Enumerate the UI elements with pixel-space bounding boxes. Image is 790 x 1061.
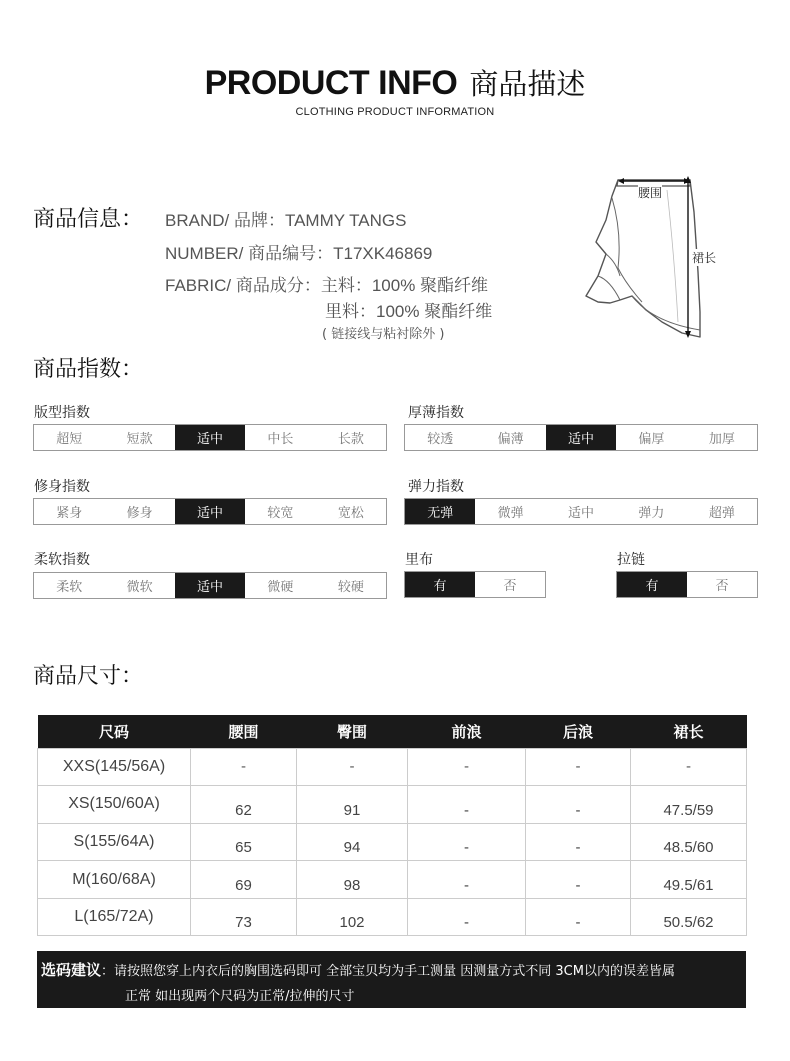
waist-cell: 69 xyxy=(191,861,297,899)
waist-cell: 73 xyxy=(191,898,297,936)
title-cn: 商品描述 xyxy=(469,67,586,101)
fit-index-bar xyxy=(33,424,387,451)
elastic-index-bar xyxy=(404,498,758,525)
zipper-index-title: 拉链 xyxy=(617,552,645,568)
lining-option-selected: 有 xyxy=(405,572,475,597)
length-label: 裙长 xyxy=(692,251,717,265)
elastic-option: 弹力 xyxy=(638,506,665,521)
thickness-option: 较透 xyxy=(427,432,454,447)
length-cell: 48.5/60 xyxy=(631,823,747,861)
back-rise-cell: - xyxy=(526,748,631,786)
thickness-option: 加厚 xyxy=(708,432,735,447)
elastic-option: 超弹 xyxy=(708,506,735,521)
fit-option: 超短 xyxy=(56,432,83,447)
lining-index-title: 里布 xyxy=(405,552,433,568)
hip-cell: - xyxy=(297,748,408,786)
thickness-option: 偏薄 xyxy=(497,432,524,447)
number-line: NUMBER/ 商品编号：T17XK46869 xyxy=(165,244,433,263)
slim-option-selected: 适中 xyxy=(175,499,245,524)
soft-option: 较硬 xyxy=(337,580,364,595)
soft-option: 微硬 xyxy=(267,580,294,595)
fabric-note: ( 链接线与粘衬除外 ) xyxy=(322,327,445,342)
length-cell: 50.5/62 xyxy=(631,898,747,936)
lining-line: 里料：100% 聚酯纤维 xyxy=(325,302,493,321)
size-section-label: 商品尺寸： xyxy=(33,664,144,689)
hip-cell: 98 xyxy=(297,861,408,899)
fit-option: 中长 xyxy=(267,432,294,447)
size-table-header xyxy=(38,715,747,748)
waist-cell: - xyxy=(191,748,297,786)
front-rise-cell: - xyxy=(408,748,526,786)
soft-index-title: 柔软指数 xyxy=(34,552,90,568)
zipper-option: 否 xyxy=(715,579,729,594)
slim-option: 宽松 xyxy=(337,506,364,521)
elastic-option-selected: 无弹 xyxy=(405,499,475,524)
soft-index-bar xyxy=(33,572,387,599)
table-row xyxy=(38,786,747,824)
elastic-option: 适中 xyxy=(568,506,595,521)
skirt-diagram xyxy=(582,172,727,344)
fit-index-title: 版型指数 xyxy=(34,405,90,421)
size-tip-text2: 正常 如出现两个尺码为正常/拉伸的尺寸 xyxy=(125,989,355,1004)
slim-index-bar xyxy=(33,498,387,525)
fit-option: 长款 xyxy=(337,432,364,447)
title-en: PRODUCT INFO xyxy=(204,64,458,102)
length-cell: - xyxy=(631,748,747,786)
elastic-option: 微弹 xyxy=(497,506,524,521)
thickness-option-selected: 适中 xyxy=(546,425,616,450)
thickness-index-bar xyxy=(404,424,758,451)
info-section-label: 商品信息： xyxy=(33,207,144,232)
fit-option: 短款 xyxy=(126,432,153,447)
soft-option: 柔软 xyxy=(56,580,83,595)
page-title xyxy=(0,62,790,103)
size-cell: XS(150/60A) xyxy=(38,786,191,824)
lining-option: 否 xyxy=(503,579,517,594)
header-size: 尺码 xyxy=(38,715,191,748)
hip-cell: 94 xyxy=(297,823,408,861)
size-tip-label: 选码建议 xyxy=(41,961,102,979)
fabric-line: FABRIC/ 商品成分：主料：100% 聚酯纤维 xyxy=(165,276,489,295)
table-row xyxy=(38,898,747,936)
size-tip-text1: ：请按照您穿上内衣后的胸围选码即可 全部宝贝均为手工测量 因测量方式不同 3CM以内的误差皆属 xyxy=(101,964,675,979)
size-tip-line1 xyxy=(41,959,675,980)
header-front-rise: 前浪 xyxy=(408,715,526,748)
length-cell: 47.5/59 xyxy=(631,786,747,824)
slim-option: 紧身 xyxy=(56,506,83,521)
size-tip-box xyxy=(37,951,746,1008)
slim-option: 较宽 xyxy=(267,506,294,521)
length-cell: 49.5/61 xyxy=(631,861,747,899)
hip-cell: 91 xyxy=(297,786,408,824)
page-subtitle: CLOTHING PRODUCT INFORMATION xyxy=(295,106,495,118)
zipper-index-bar xyxy=(616,571,758,598)
header-back-rise: 后浪 xyxy=(526,715,631,748)
thickness-option: 偏厚 xyxy=(638,432,665,447)
back-rise-cell: - xyxy=(526,898,631,936)
hip-cell: 102 xyxy=(297,898,408,936)
waist-cell: 62 xyxy=(191,786,297,824)
size-cell: XXS(145/56A) xyxy=(38,748,191,786)
size-cell: S(155/64A) xyxy=(38,823,191,861)
elastic-index-title: 弹力指数 xyxy=(408,479,464,495)
header-waist: 腰围 xyxy=(191,715,297,748)
soft-option: 微软 xyxy=(126,580,153,595)
index-section-label: 商品指数： xyxy=(33,357,144,382)
table-row xyxy=(38,748,747,786)
brand-line: BRAND/ 品牌：TAMMY TANGS xyxy=(165,211,407,230)
front-rise-cell: - xyxy=(408,823,526,861)
slim-option: 修身 xyxy=(126,506,153,521)
header-skirt-length: 裙长 xyxy=(631,715,747,748)
back-rise-cell: - xyxy=(526,786,631,824)
header-hip: 臀围 xyxy=(297,715,408,748)
size-table xyxy=(37,715,747,936)
front-rise-cell: - xyxy=(408,786,526,824)
front-rise-cell: - xyxy=(408,861,526,899)
back-rise-cell: - xyxy=(526,861,631,899)
size-cell: L(165/72A) xyxy=(38,898,191,936)
waist-cell: 65 xyxy=(191,823,297,861)
thickness-index-title: 厚薄指数 xyxy=(408,405,464,421)
soft-option-selected: 适中 xyxy=(175,573,245,598)
slim-index-title: 修身指数 xyxy=(34,479,90,495)
table-row xyxy=(38,861,747,899)
zipper-option-selected: 有 xyxy=(617,572,687,597)
front-rise-cell: - xyxy=(408,898,526,936)
fit-option-selected: 适中 xyxy=(175,425,245,450)
lining-index-bar xyxy=(404,571,546,598)
waist-label: 腰围 xyxy=(638,186,663,200)
size-cell: M(160/68A) xyxy=(38,861,191,899)
back-rise-cell: - xyxy=(526,823,631,861)
table-row xyxy=(38,823,747,861)
